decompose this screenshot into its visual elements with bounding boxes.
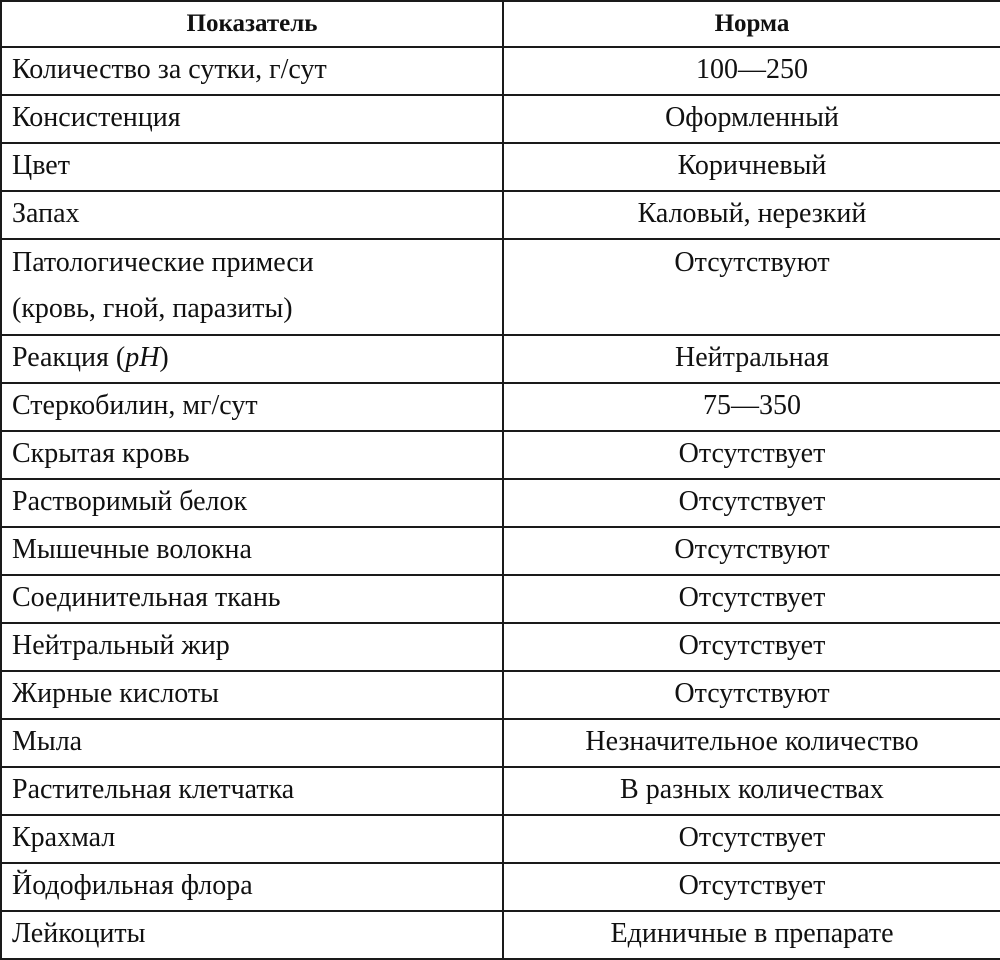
norm-value: Отсутствует xyxy=(503,431,1000,479)
norm-value: Отсутствуют xyxy=(503,239,1000,335)
indicator-name: Стеркобилин, мг/сут xyxy=(1,383,503,431)
norm-value: Оформленный xyxy=(503,95,1000,143)
table-row xyxy=(1,815,1000,863)
indicator-name xyxy=(1,335,503,383)
indicator-name: Мыла xyxy=(1,719,503,767)
table-header-row xyxy=(1,1,1000,47)
table-row xyxy=(1,671,1000,719)
table-row xyxy=(1,623,1000,671)
indicator-name: Растворимый белок xyxy=(1,479,503,527)
table-row xyxy=(1,911,1000,959)
table-row xyxy=(1,719,1000,767)
column-header-indicator: Показатель xyxy=(1,1,503,47)
table-row xyxy=(1,863,1000,911)
indicator-name-suffix: ) xyxy=(159,342,169,373)
indicator-name-prefix: Реакция ( xyxy=(12,342,126,373)
norm-value: Отсутствуют xyxy=(503,671,1000,719)
norm-value: Незначительное количество xyxy=(503,719,1000,767)
table-row xyxy=(1,575,1000,623)
indicator-name: Жирные кислоты xyxy=(1,671,503,719)
indicator-name: Нейтральный жир xyxy=(1,623,503,671)
table-row xyxy=(1,479,1000,527)
norm-value: Каловый, нерезкий xyxy=(503,191,1000,239)
indicator-name: Количество за сутки, г/сут xyxy=(1,47,503,95)
indicator-name: Мышечные волокна xyxy=(1,527,503,575)
column-header-norm: Норма xyxy=(503,1,1000,47)
indicator-name: Соединительная ткань xyxy=(1,575,503,623)
norm-value: Отсутствует xyxy=(503,623,1000,671)
norm-value: Нейтральная xyxy=(503,335,1000,383)
indicator-name: Запах xyxy=(1,191,503,239)
table-row xyxy=(1,191,1000,239)
table-row xyxy=(1,527,1000,575)
indicator-name: Цвет xyxy=(1,143,503,191)
table-row xyxy=(1,383,1000,431)
table-row xyxy=(1,143,1000,191)
norm-value: Отсутствует xyxy=(503,479,1000,527)
indicator-name-ph: pH xyxy=(125,342,160,373)
table-row xyxy=(1,239,1000,335)
indicator-name: Консистенция xyxy=(1,95,503,143)
norm-value: 100—250 xyxy=(503,47,1000,95)
indicator-name: Растительная клетчатка xyxy=(1,767,503,815)
indicator-name: Йодофильная флора xyxy=(1,863,503,911)
indicator-name-line2: (кровь, гной, паразиты) xyxy=(12,293,293,324)
norm-value: Отсутствует xyxy=(503,575,1000,623)
norm-value: 75—350 xyxy=(503,383,1000,431)
norm-value: Отсутствует xyxy=(503,863,1000,911)
norm-value: Единичные в препарате xyxy=(503,911,1000,959)
indicator-name: Скрытая кровь xyxy=(1,431,503,479)
norm-value: В разных количествах xyxy=(503,767,1000,815)
indicator-name xyxy=(1,239,503,335)
indicator-name-line1: Патологические примеси xyxy=(12,247,314,278)
table-row xyxy=(1,335,1000,383)
indicator-name: Лейкоциты xyxy=(1,911,503,959)
indicator-name: Крахмал xyxy=(1,815,503,863)
table-row xyxy=(1,431,1000,479)
table-row xyxy=(1,47,1000,95)
norm-value: Отсутствуют xyxy=(503,527,1000,575)
norm-value: Отсутствует xyxy=(503,815,1000,863)
table-row xyxy=(1,95,1000,143)
norm-value: Коричневый xyxy=(503,143,1000,191)
table-row xyxy=(1,767,1000,815)
